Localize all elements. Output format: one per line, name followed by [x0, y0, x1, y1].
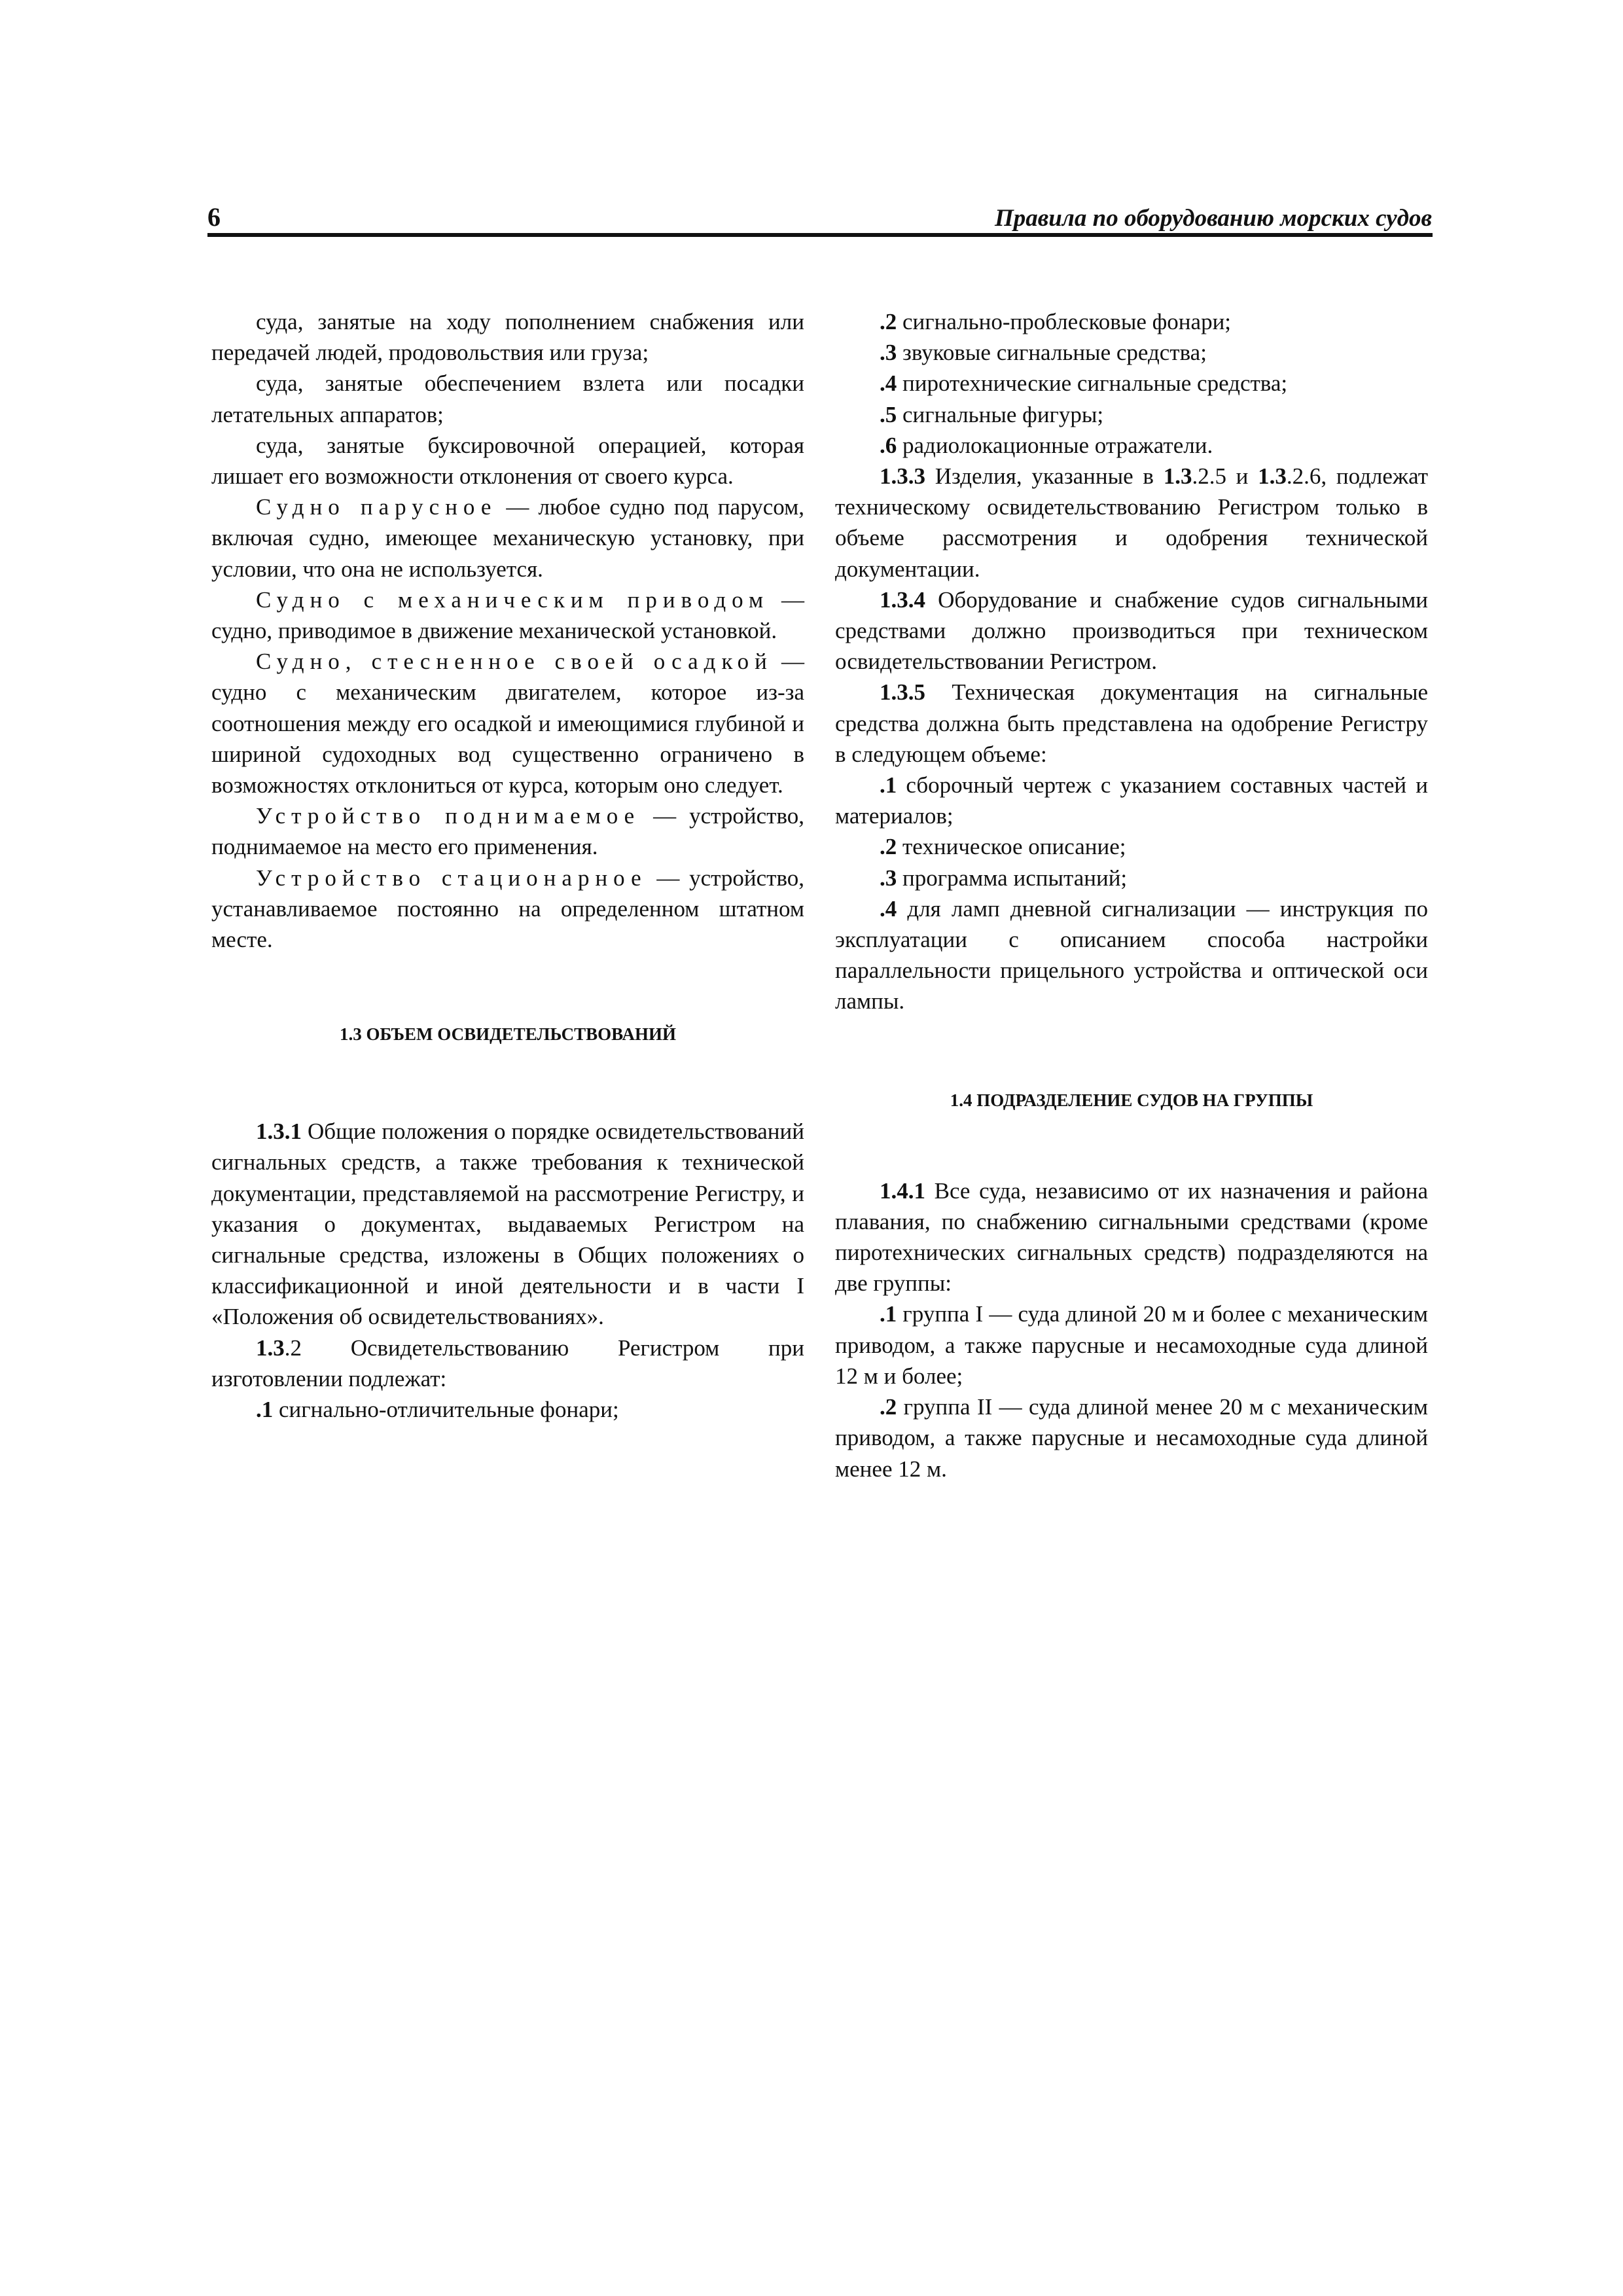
clause-text: Оборудование и снабжение судов сигнальными средствами должно производиться при техническом освидетельствовании Регистром.	[835, 586, 1428, 675]
clause-text: .2 Освидетельствованию Регистром при изготовлении подлежат:	[211, 1335, 804, 1391]
item-number: .4	[880, 895, 897, 922]
paragraph-1-4-1	[835, 1175, 1428, 1299]
item-number: .2	[880, 1394, 897, 1420]
definition-term: Судно, стесненное своей осадкой	[256, 649, 773, 675]
definition-term: Судно парусное	[256, 494, 497, 520]
item-number: .2	[880, 834, 897, 860]
item-text: сборочный чертеж с указанием составных частей и материалов;	[835, 772, 1428, 829]
item-number: .3	[880, 340, 897, 366]
item-text: программа испытаний;	[897, 865, 1128, 891]
item-number: .1	[880, 1301, 897, 1327]
paragraph-1-3-3	[835, 461, 1428, 584]
clause-reference: 1.3	[1163, 463, 1192, 490]
clause-text: .2.5 и	[1192, 463, 1258, 490]
definition-fixed-device	[211, 863, 804, 956]
item-text: сигнально-проблесковые фонари;	[897, 309, 1232, 334]
definition-term: Устройство стационарное	[256, 865, 647, 891]
paragraph: суда, занятые обеспечением взлета или посадки летательных аппаратов;	[211, 370, 804, 427]
list-item	[211, 1394, 804, 1425]
item-number: .5	[880, 401, 897, 427]
list-item	[835, 863, 1428, 893]
clause-number: 1.3.1	[256, 1119, 302, 1145]
item-text: пиротехнические сигнальные средства;	[897, 370, 1288, 397]
running-title: Правила по оборудованию морских судов	[995, 205, 1432, 232]
paragraph-1-3-1	[211, 1116, 804, 1332]
paragraph: суда, занятые на ходу пополнением снабжения или передачей людей, продовольствия или груза;	[211, 309, 804, 366]
item-text: группа I — суда длиной 20 м и более с механическим приводом, а также парусные и несамоходные суда длиной 12 м и более;	[835, 1301, 1428, 1389]
definition-text: — любое судно под парусом, включая судно, имеющее механическую установку, при условии, что она не используется.	[211, 494, 805, 582]
clause-text: Техническая документация на сигнальные средства должна быть представлена на одобрение Регистру в следующем объеме:	[835, 679, 1428, 767]
item-number: .2	[880, 309, 897, 334]
clause-reference: 1.3	[1258, 463, 1287, 490]
definition-hoisted-device	[211, 800, 804, 862]
item-number: .4	[880, 370, 897, 397]
paragraph-1-3-4	[835, 584, 1428, 677]
item-number: .1	[256, 1397, 274, 1423]
item-text: звуковые сигнальные средства;	[897, 340, 1207, 366]
definition-term: Судно с механическим приводом	[256, 586, 770, 613]
item-number: .3	[880, 865, 897, 891]
left-column	[211, 306, 804, 1425]
list-item	[835, 399, 1428, 430]
definition-text: — устройство, поднимаемое на место его применения.	[211, 803, 804, 860]
item-text: техническое описание;	[897, 834, 1126, 860]
item-text: сигнально-отличительные фонари;	[273, 1397, 619, 1423]
list-item	[835, 337, 1428, 368]
definition-text: — судно, приводимое в движение механической установкой.	[211, 586, 804, 644]
paragraph-1-3-5	[835, 677, 1428, 770]
header-rule	[207, 233, 1433, 237]
definition-sailing-vessel	[211, 492, 804, 584]
definition-text: — устройство, устанавливаемое постоянно на определенном штатном месте.	[211, 865, 804, 953]
section-heading-1-4: 1.4 ПОДРАЗДЕЛЕНИЕ СУДОВ НА ГРУППЫ	[950, 1090, 1313, 1110]
definition-power-driven-vessel	[211, 584, 804, 646]
item-text: сигнальные фигуры;	[897, 401, 1104, 427]
list-item	[835, 1391, 1428, 1484]
clause-number: 1.3.4	[880, 586, 925, 613]
section-heading-1-3: 1.3 ОБЪЕМ ОСВИДЕТЕЛЬСТВОВАНИЙ	[340, 1024, 676, 1045]
clause-text: Изделия, указанные в	[925, 463, 1164, 490]
item-text: группа II — суда длиной менее 20 м с механическим приводом, а также парусные и несамоходные суда длиной менее 12 м.	[835, 1394, 1428, 1482]
clause-text: Все суда, независимо от их назначения и района плавания, по снабжению сигнальными средствами (кроме пиротехнических сигнальных средств) подразделяются на две группы:	[835, 1177, 1428, 1297]
list-item	[835, 831, 1428, 862]
item-number: .1	[880, 772, 897, 798]
list-item	[835, 430, 1428, 461]
paragraph: суда, занятые буксировочной операцией, которая лишает его возможности отклонения от своего курса.	[211, 432, 804, 490]
right-column	[835, 306, 1428, 1484]
list-item	[835, 770, 1428, 831]
list-item	[835, 306, 1428, 337]
clause-text: Общие положения о порядке освидетельствований сигнальных средств, а также требования к технической документации, представляемой на рассмотрение Регистру, и указания о документах, выдаваемых Регистром на сигнальные средства, изложены в Общих положениях о классификационной и иной деятельности и в части I «Положения об освидетельствованиях».	[211, 1119, 804, 1330]
list-item	[835, 1299, 1428, 1391]
clause-number: 1.3.5	[880, 679, 925, 706]
paragraph-1-3-2	[211, 1333, 804, 1394]
definition-draught-constrained-vessel	[211, 646, 804, 800]
definition-text: — судно с механическим двигателем, которое из-за соотношения между его осадкой и имеющимися глубиной и шириной судоходных вод существенно ограничено в возможностях отклониться от курса, которым оно следует.	[211, 649, 805, 798]
clause-number: 1.4.1	[880, 1177, 925, 1204]
clause-text: .2.6, подлежат техническому освидетельствованию Регистром только в объеме рассмотрения и одобрения технической документации.	[835, 463, 1429, 582]
list-item	[835, 368, 1428, 399]
page-number: 6	[207, 202, 221, 232]
item-text: для ламп дневной сигнализации — инструкция по эксплуатации с описанием способа настройки параллельности прицельного устройства и оптической оси лампы.	[835, 895, 1428, 1014]
item-text: радиолокационные отражатели.	[897, 432, 1213, 458]
item-number: .6	[880, 432, 897, 458]
list-item	[835, 893, 1428, 1017]
definition-term: Устройство поднимаемое	[256, 803, 641, 829]
clause-number: 1.3.3	[880, 463, 925, 490]
clause-number: 1.3	[256, 1335, 285, 1361]
